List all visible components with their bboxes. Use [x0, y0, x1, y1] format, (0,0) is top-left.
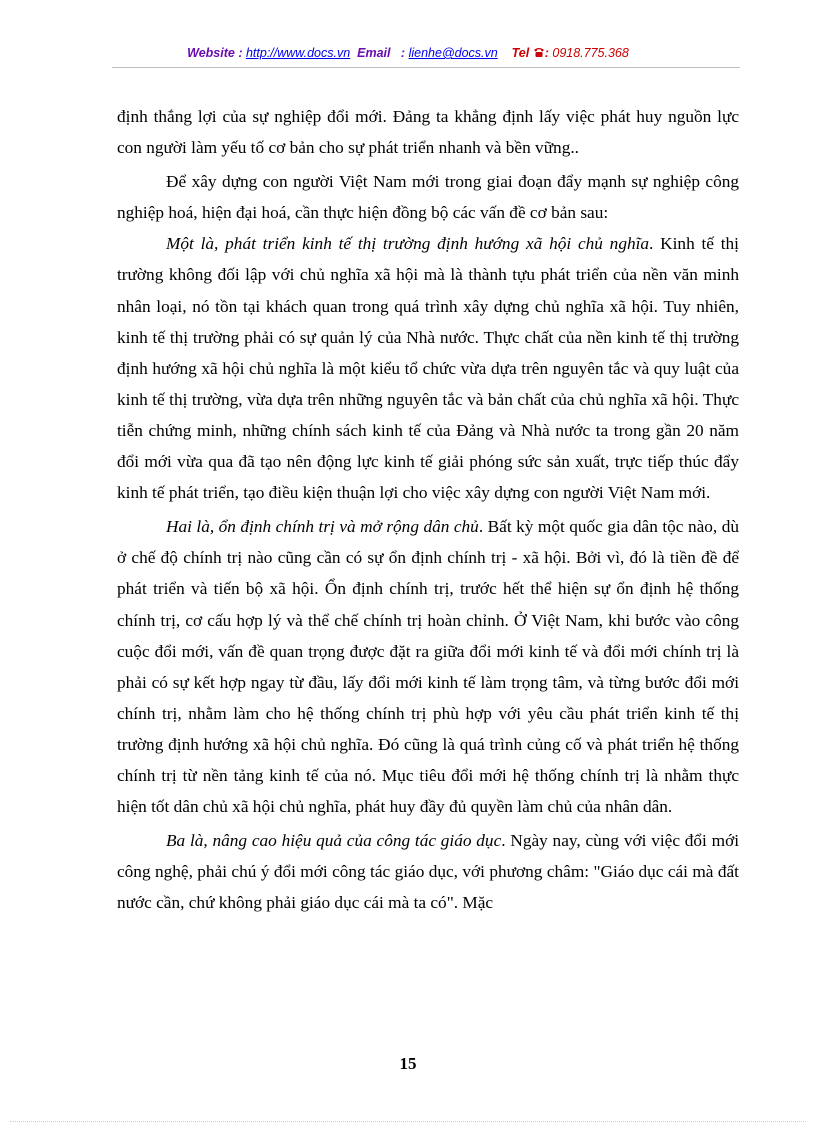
paragraph-intro: Để xây dựng con người Việt Nam mới trong giai đoạn đẩy mạnh sự nghiệp công nghiệp hoá, hiện đại hoá, cần thực hiện đồng bộ các vấn đề cơ bản sau:: [117, 172, 739, 223]
email-separator: :: [400, 46, 406, 60]
point-three-body: . Ngày nay, cùng với việc đổi mới công nghệ, phải chú ý đổi mới công tác giáo dục, với phương châm: "Giáo dục cái mà đất nước cần, chứ không phải giáo dục cái mà ta có". Mặc: [117, 831, 740, 913]
paragraph-point-one: [117, 228, 739, 508]
email-link[interactable]: lienhe@docs.vn: [408, 46, 498, 60]
body-text: [117, 101, 739, 918]
page-header: [0, 46, 816, 60]
page-number: 15: [399, 1054, 417, 1073]
point-one-heading: Một là, phát triển kinh tế thị trường định hướng xã hội chủ nghĩa: [166, 234, 650, 254]
paragraph-continuation: định thắng lợi của sự nghiệp đổi mới. Đảng ta khẳng định lấy việc phát huy nguồn lực con người làm yếu tố cơ bản cho sự phát triển nhanh và bền vững..: [117, 107, 739, 158]
point-two-heading: Hai là, ổn định chính trị và mở rộng dân chủ: [166, 517, 479, 537]
paragraph-point-three: [117, 825, 739, 918]
email-label: Email: [357, 46, 391, 60]
tel-number: 0918.775.368: [552, 46, 629, 60]
tel-separator: :: [544, 46, 549, 60]
footer-divider: [10, 1121, 806, 1122]
website-label: Website :: [187, 46, 243, 60]
phone-icon: [533, 47, 545, 58]
tel-label: Tel: [511, 46, 530, 60]
point-three-heading: Ba là, nâng cao hiệu quả của công tác giáo dục: [166, 831, 502, 851]
paragraph-point-two: [117, 511, 739, 822]
header-rule: [112, 67, 740, 68]
point-one-body: . Kinh tế thị trường không đối lập với chủ nghĩa xã hội mà là thành tựu phát triển của nền văn minh nhân loại, nó tồn tại khách quan trong quá trình xây dựng chủ nghĩa xã hội. Tuy nhiên, kinh tế thị trường phải có sự quản lý của Nhà nước. Thực chất của nền kinh tế thị trường định hướng xã hội chủ nghĩa là một kiểu tổ chức vừa dựa trên nguyên tắc và quy luật của kinh tế thị trường, vừa dựa trên những nguyên tắc và bản chất của chủ nghĩa xã hội. Thực tiễn chứng minh, những chính sách kinh tế của Đảng và Nhà nước ta trong gần 20 năm đổi mới vừa qua đã tạo nên động lực kinh tế giải phóng sức sản xuất, trực tiếp thúc đẩy kinh tế phát triển, tạo điều kiện thuận lợi cho việc xây dựng con người Việt Nam mới.: [117, 234, 739, 503]
point-two-body: . Bất kỳ một quốc gia dân tộc nào, dù ở chế độ chính trị nào cũng cần có sự ổn định chính trị - xã hội. Bởi vì, đó là tiền đề để phát triển và tiến bộ xã hội. Ổn định chính trị, trước hết thể hiện sự ổn định hệ thống chính trị, cơ cấu hợp lý và thể chế chính trị hoàn chỉnh. Ở Việt Nam, khi bước vào công cuộc đổi mới, vấn đề quan trọng được đặt ra giữa đổi mới kinh tế và đổi mới chính trị là phải có sự kết hợp ngay từ đầu, lấy đổi mới kinh tế làm trọng tâm, và từng bước đổi mới chính trị, nhằm làm cho hệ thống chính trị phù hợp với yêu cầu phát triển kinh tế thị trường định hướng xã hội chủ nghĩa. Đó cũng là quá trình củng cố và phát triển hệ thống chính trị từ nền tảng kinh tế của nó. Mục tiêu đổi mới hệ thống chính trị là nhằm thực hiện tốt dân chủ xã hội chủ nghĩa, phát huy đầy đủ quyền làm chủ của nhân dân.: [117, 517, 739, 817]
website-link[interactable]: http://www.docs.vn: [245, 46, 351, 60]
